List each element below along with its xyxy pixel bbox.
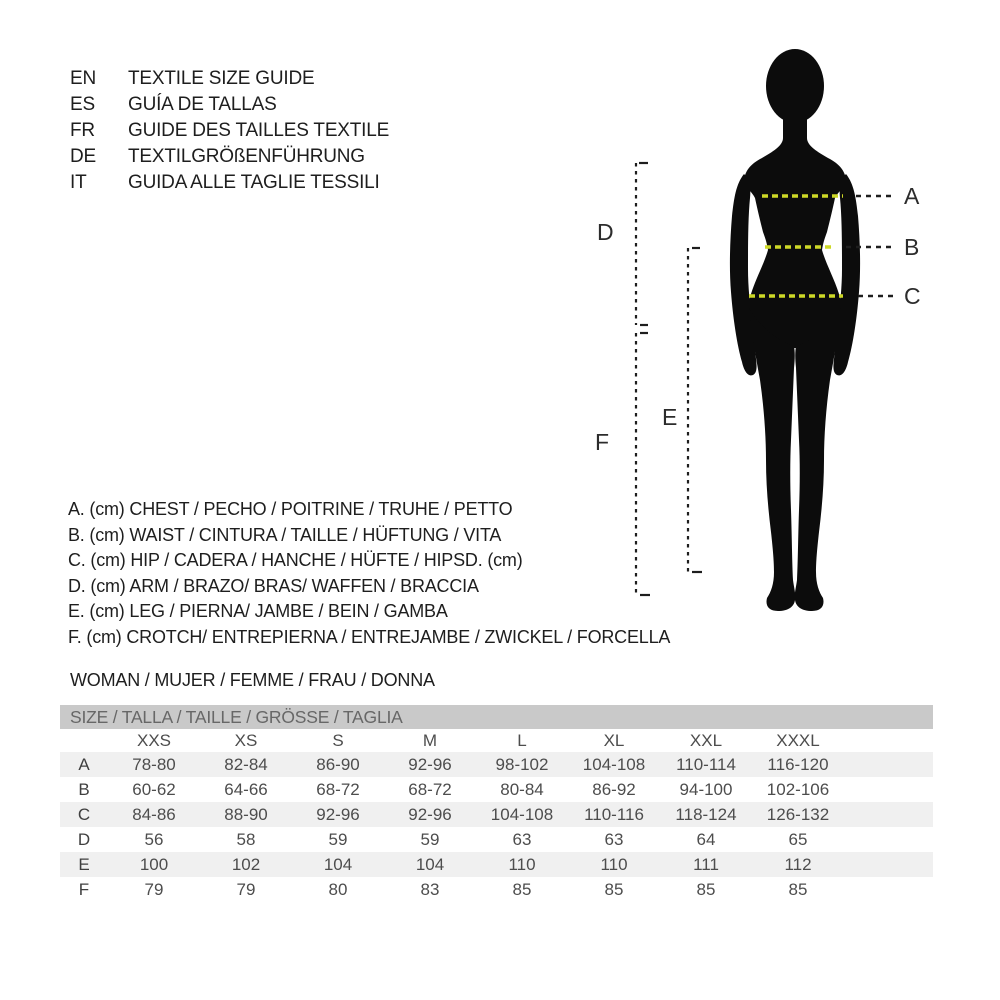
language-code: ES [70, 94, 95, 115]
size-value-cell: 92-96 [316, 804, 360, 824]
size-table-section [60, 705, 933, 902]
silhouette-left-leg [749, 308, 795, 611]
spacer-cell [844, 777, 933, 802]
size-value-cell: 86-92 [592, 779, 636, 799]
hip-label: C [904, 283, 921, 309]
size-value-cell: 98-102 [495, 754, 549, 774]
size-value-cell: 56 [144, 829, 164, 849]
size-table-row [60, 777, 933, 802]
language-code: DE [70, 146, 96, 167]
size-table-row [60, 827, 933, 852]
guide-title: GUIDE DES TAILLES TEXTILE [128, 120, 390, 141]
size-value-cell: 116-120 [767, 754, 829, 774]
size-value-cell: 92-96 [408, 754, 452, 774]
language-code: FR [70, 120, 95, 141]
size-value-cell: 60-62 [132, 779, 176, 799]
size-value-cell: 102-106 [766, 779, 830, 799]
legend-line: C. (cm) HIP / CADERA / HANCHE / HÜFTE / HIPSD. (cm) [68, 550, 523, 571]
legend-line: D. (cm) ARM / BRAZO/ BRAS/ WAFFEN / BRACCIA [68, 575, 479, 596]
size-value-cell: 110 [508, 854, 536, 874]
size-value-cell: 79 [144, 879, 164, 899]
size-value-cell: 79 [236, 879, 256, 899]
size-value-cell: 68-72 [316, 779, 360, 799]
legend-line: A. (cm) CHEST / PECHO / POITRINE / TRUHE / PETTO [68, 499, 513, 519]
legend-line: F. (cm) CROTCH/ ENTREPIERNA / ENTREJAMBE / ZWICKEL / FORCELLA [68, 626, 671, 647]
size-table-title-bar: SIZE / TALLA / TAILLE / GRÖSSE / TAGLIA [60, 705, 933, 729]
waist-label: B [904, 234, 920, 260]
size-value-cell: 92-96 [408, 804, 452, 824]
language-title-block [70, 66, 389, 196]
size-table-row [60, 852, 933, 877]
measurement-row-label: B [78, 779, 90, 799]
size-value-cell: 88-90 [224, 804, 268, 824]
measurement-row-label: A [78, 754, 90, 774]
size-value-cell: 85 [788, 879, 808, 899]
spacer-cell [844, 802, 933, 827]
size-column-header: M [422, 730, 438, 750]
guide-title: GUIDA ALLE TAGLIE TESSILI [128, 172, 380, 193]
crotch-label: F [595, 429, 610, 455]
measurement-row-label: D [77, 829, 91, 849]
size-column-header: XXXL [776, 730, 820, 750]
woman-silhouette [730, 49, 860, 611]
size-value-cell: 85 [696, 879, 716, 899]
guide-title: GUÍA DE TALLAS [128, 94, 277, 115]
size-value-cell: 59 [328, 829, 348, 849]
size-value-cell: 64-66 [224, 779, 268, 799]
size-value-cell: 82-84 [224, 754, 268, 774]
size-value-cell: 110 [600, 854, 628, 874]
gender-line: WOMAN / MUJER / FEMME / FRAU / DONNA [70, 670, 435, 690]
silhouette-head [766, 49, 824, 123]
guide-title: TEXTILGRÖßENFÜHRUNG [128, 146, 365, 167]
measurement-row-label: C [77, 804, 91, 824]
size-value-cell: 112 [784, 854, 812, 874]
size-value-cell: 59 [420, 829, 440, 849]
size-value-cell: 83 [420, 879, 440, 899]
size-value-cell: 100 [139, 854, 169, 874]
silhouette-right-leg [795, 308, 841, 611]
size-value-cell: 63 [512, 829, 532, 849]
language-row [70, 118, 389, 144]
spacer-cell [844, 877, 933, 902]
spacer-cell [844, 752, 933, 777]
silhouette-torso [744, 113, 846, 348]
arm-label: D [597, 219, 614, 245]
size-column-header: XS [234, 730, 258, 750]
size-value-cell: 78-80 [132, 754, 176, 774]
language-code: EN [70, 68, 96, 89]
size-column-header: XL [603, 730, 625, 750]
language-row [70, 66, 389, 92]
size-value-cell: 64 [696, 829, 716, 849]
size-value-cell: 86-90 [316, 754, 360, 774]
size-value-cell: 63 [604, 829, 624, 849]
size-value-cell: 104-108 [490, 804, 554, 824]
size-value-cell: 84-86 [132, 804, 176, 824]
measurement-row-label: E [78, 854, 90, 874]
size-column-header: L [517, 730, 527, 750]
measurement-legend [68, 497, 670, 651]
size-value-cell: 80 [328, 879, 348, 899]
spacer-cell [844, 729, 933, 752]
silhouette-right-arm [833, 174, 860, 375]
legend-line: E. (cm) LEG / PIERNA/ JAMBE / BEIN / GAMBA [68, 601, 448, 622]
size-value-cell: 65 [788, 829, 808, 849]
size-value-cell: 85 [604, 879, 624, 899]
size-column-header: XXL [689, 730, 723, 750]
chest-label: A [904, 183, 920, 209]
size-table-row [60, 877, 933, 902]
size-value-cell: 94-100 [679, 779, 733, 799]
size-value-cell: 85 [512, 879, 532, 899]
leg-label: E [662, 404, 678, 430]
language-code: IT [70, 172, 87, 193]
size-column-header: XXS [136, 730, 172, 750]
size-value-cell: 104 [415, 854, 445, 874]
size-value-cell: 104 [323, 854, 353, 874]
row-label-header [60, 729, 108, 752]
size-value-cell: 110-116 [584, 804, 644, 824]
size-columns-row [60, 729, 933, 752]
guide-title: TEXTILE SIZE GUIDE [128, 68, 315, 89]
language-row [70, 144, 389, 170]
silhouette-left-arm [730, 174, 757, 375]
size-value-cell: 102 [231, 854, 261, 874]
spacer-cell [844, 827, 933, 852]
legend-line: B. (cm) WAIST / CINTURA / TAILLE / HÜFTUNG / VITA [68, 524, 502, 545]
size-table-row [60, 752, 933, 777]
language-row [70, 92, 389, 118]
size-value-cell: 104-108 [582, 754, 646, 774]
size-column-header: S [332, 730, 344, 750]
size-table [60, 729, 933, 902]
size-value-cell: 68-72 [408, 779, 452, 799]
size-table-row [60, 802, 933, 827]
size-value-cell: 58 [236, 829, 256, 849]
size-value-cell: 118-124 [675, 804, 737, 824]
size-value-cell: 111 [693, 854, 719, 874]
spacer-cell [844, 852, 933, 877]
size-value-cell: 80-84 [500, 779, 544, 799]
size-value-cell: 126-132 [766, 804, 830, 824]
measurement-row-label: F [78, 879, 90, 899]
language-row [70, 170, 389, 196]
size-table-body [60, 752, 933, 902]
size-value-cell: 110-114 [676, 754, 736, 774]
